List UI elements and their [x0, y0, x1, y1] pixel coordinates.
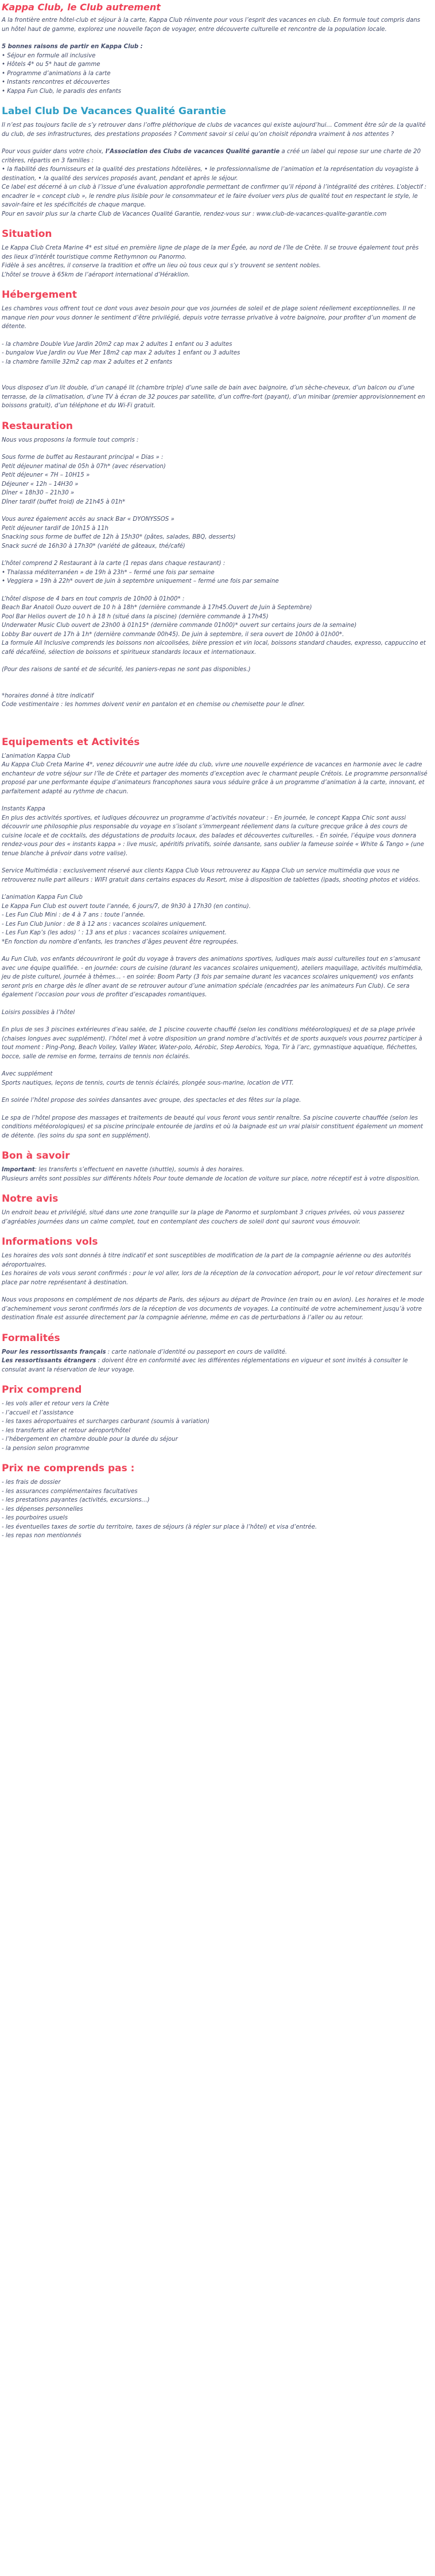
list-item: - les pourboires usuels [2, 1515, 68, 1521]
prixcomprend-title: Prix comprend [2, 1384, 82, 1396]
formalites-label: Pour les ressortissants français [2, 1349, 106, 1355]
instants-paragraph: En plus des activités sportives, et ludiques découvrez un programme d’activités novateur : - En journée, le concept Kappa Chic sont aussi découvrir une philosophie plus responsable du voyage en s’isolant s’immergeant réellement dans la culture grecque grâce à des cours de cuisine locale et de cocktails, des dégustations de produits locaux, des balades et découvertes culturelles. - En soirée, l’équipe vous donnera rendez-vous pour des « instants kappa » : live music, apéritifs privatifs, soirée dansante, sans oublier la fameuse soirée « White & Tango » (une tenue blanche à prévoir dans votre valise). [2, 815, 424, 857]
list-item: - la chambre Double Vue Jardin 20m2 cap max 2 adultes 1 enfant ou 3 adultes [2, 341, 232, 348]
list-item: - Les Fun Kap’s (les ados) ‘ : 13 ans et plus : vacances scolaires uniquement. [2, 930, 227, 936]
list-item: - les repas non mentionnés [2, 1533, 81, 1539]
hebergement-section [2, 289, 428, 411]
list-item: - les dépenses personnelles [2, 1506, 83, 1513]
list-item: - les prestations payantes (activités, excursions…) [2, 1497, 150, 1503]
situation-line: Fidèle à ses ancêtres, il conserve la tradition et offre un lieu où tous ceux qui s’y trouvent se sentent nobles. [2, 263, 321, 269]
animation-title: L’animation Kappa Club [2, 753, 71, 759]
list-item: Le Kappa Fun Club est ouvert toute l’année, 6 jours/7, de 9h30 à 17h30 (en continu). [2, 903, 251, 910]
list-item: Dîner « 18h30 – 21h30 » [2, 490, 75, 496]
instants-title: Instants Kappa [2, 806, 45, 812]
hebergement-paragraph-2: Vous disposez d’un lit double, d’un canapé lit (chambre triple) d’une salle de bain avec baignoire, d’un sèche-cheveux, d’un balcon ou d’une terrasse, de la climatisation, d’une TV à écran de 32 pouces par satellite, d’un coffre-fort (payant), d’un minibar (premier approvisionnement en boissons gratuit), d’un téléphone et du Wi-Fi gratuit. [2, 385, 425, 409]
prixnecomprend-title: Prix ne comprends pas : [2, 1463, 135, 1474]
label-paragraph-4: Pour en savoir plus sur la charte Club de Vacances Qualité Garantie, rendez-vous sur : www.club-de-vacances-qualite-garantie.com [2, 211, 387, 217]
hebergement-title: Hébergement [2, 289, 77, 301]
list-item: - la chambre famille 32m2 cap max 2 adultes et 2 enfants [2, 358, 173, 365]
formalites-label: Les ressortissants étrangers [2, 1358, 96, 1364]
snack-list [2, 515, 428, 551]
loisirs-title: Loisirs possibles à l’hôtel [2, 1009, 75, 1016]
bonasavoir-title: Bon à savoir [2, 1150, 70, 1162]
formalites-text: : carte nationale d’identité ou passeport en cours de validité. [106, 1349, 288, 1355]
equipements-title: Equipements et Activités [2, 736, 140, 748]
list-item: L’hôtel dispose de 4 bars en tout compris de 10h00 à 01h00* : [2, 595, 185, 602]
label-association: l’Association des Clubs de vacances Qualité garantie [105, 149, 280, 155]
rooms-list [2, 340, 428, 367]
alacarte-list [2, 559, 428, 586]
important-text: : les transferts s’effectuent en navette (shuttle), soumis à des horaires. [34, 1167, 244, 1173]
situation-line: Le Kappa Club Creta Marine 4* est situé en première ligne de plage de la mer Égée, au nord de l’île de Crète. Il se trouve également tout près des lieux d’intérêt touristique comme Rethymnon ou Panormo. [2, 245, 419, 260]
main-title: Kappa Club, le Club autrement [2, 2, 161, 13]
equipements-section [2, 736, 428, 1141]
situation-section [2, 228, 428, 279]
list-item: Petit déjeuner matinal de 05h à 07h* (avec réservation) [2, 463, 166, 470]
animation-paragraph: Au Kappa Club Creta Marine 4*, venez découvrir une autre idée du club, vivre une nouvelle expérience de vacances en harmonie avec le cadre enchanteur de votre séjour sur l’île de Crète et partager des moments d’exception avec le charmant peuple Crétois. Le programme personnalisé proposé par une performante équipe d’animateurs francophones saura vous séduire grâce à un programme d’animation à la carte, innovant, et parfaitement adapté au rythme de chacun. [2, 762, 428, 795]
list-item: Pool Bar Helios ouvert de 10 h à 18 h (situé dans la piscine) (dernière commande à 17h45) [2, 613, 269, 620]
list-item: Dîner tardif (buffet froid) de 21h45 à 01h* [2, 498, 126, 505]
restauration-note: (Pour des raisons de santé et de sécurité, les paniers-repas ne sont pas disponibles.) [2, 667, 251, 673]
formalites-title: Formalités [2, 1332, 60, 1344]
list-item: Déjeuner « 12h – 14H30 » [2, 481, 79, 488]
list-item: • Instants rencontres et découvertes [2, 79, 110, 85]
label-paragraph-1: Il n’est pas toujours facile de s’y retrouver dans l’offre pléthorique de clubs de vacances qui existe aujourd’hui… Comment être sûr de la qualité du club, de ses infrastructures, des prestations proposées ? Comment savoir si celui qu’on choisit répondra vraiment à nos attentes ? [2, 122, 426, 138]
situation-title: Situation [2, 228, 52, 240]
funclub-title: L’animation Kappa Fun Club [2, 894, 83, 901]
notreavis-title: Notre avis [2, 1193, 59, 1205]
bonasavoir-section [2, 1149, 428, 1183]
label-paragraph-2 [2, 147, 428, 165]
supplement-paragraph: Sports nautiques, leçons de tennis, courts de tennis éclairés, plongée sous-marine, location de VTT. [2, 1079, 294, 1086]
notreavis-section [2, 1192, 428, 1226]
bonnes-raisons-title: 5 bonnes raisons de partir en Kappa Club : [2, 44, 143, 50]
intro-paragraph: A la frontière entre hôtel-club et séjour à la carte, Kappa Club réinvente pour vous l’esprit des vacances en club. En formule tout compris dans un hôtel haut de gamme, explorez une nouvelle façon de voyager, entre découverte culturelle et rencontre de la population locale. [2, 17, 421, 33]
list-item: • Veggiera » 19h à 22h* ouvert de juin à septembre uniquement – fermé une fois par semaine [2, 578, 279, 584]
prixcomprend-list [2, 1400, 428, 1453]
list-item: - les assurances complémentaires facultatives [2, 1488, 138, 1495]
prixnecomprend-section [2, 1462, 428, 1541]
formalites-line-1 [2, 1348, 428, 1357]
label-title: Label Club De Vacances Qualité Garantie [2, 106, 226, 117]
meals-list [2, 453, 428, 506]
list-item: Lobby Bar ouvert de 17h à 1h* (dernière commande 00h45). De juin à septembre, il sera ouvert de 10h00 à 01h00*. [2, 631, 344, 638]
restauration-section [2, 420, 428, 727]
list-item: Beach Bar Anatoli Ouzo ouvert de 10 h à 18h* (dernière commande à 17h45.Ouvert de Juin à Septembre) [2, 605, 312, 611]
list-item: Underwater Music Club ouvert de 23h00 à 01h15* (dernière commande 01h00)* ouvert sur certains jours de la semaine) [2, 622, 357, 629]
label-text: Pour vous guider dans votre choix, [2, 149, 106, 155]
soiree-paragraph: En soirée l’hôtel propose des soirées dansantes avec groupe, des spectacles et des fêtes sur la plage. [2, 1097, 301, 1104]
situation-line: L’hôtel se trouve à 65km de l’aéroport international d’Héraklion. [2, 271, 190, 278]
informations-paragraph-2: Les horaires de vols vous seront confirmés : pour le vol aller, lors de la réception de la convocation aéroport, pour le vol retour directement sur place par notre représentant à destination. [2, 1271, 422, 1286]
list-item: Snack sucré de 16h30 à 17h30* (variété de gâteaux, thé/café) [2, 543, 185, 550]
formalites-text: : doivent être en conformité avec les différentes réglementations en vigueur et sont invités à consulter le consulat avant la réservation de leur voyage. [2, 1358, 408, 1373]
label-criteria: • la fiabilité des fournisseurs et la qualité des prestations hôtelières, • le professionnalisme de l’animation et la représentation du voyagiste à destination, • la qualité des services proposés avant, pendant et après le séjour. [2, 166, 419, 182]
list-item: - bungalow Vue Jardin ou Vue Mer 18m2 cap max 2 adultes 1 enfant ou 3 adultes [2, 350, 240, 356]
multimedia-paragraph: Service Multimédia : exclusivement réservé aux clients Kappa Club Vous retrouverez au Kappa Club un service multimédia que vous ne retrouverez nulle part ailleurs : WIFI gratuit dans certains espaces du Resort, mise à disposition de tablettes (ipads, shooting photos et vidéos. [2, 868, 421, 883]
list-item: Snacking sous forme de buffet de 12h à 15h30* (pâtes, salades, BBQ, desserts) [2, 534, 236, 540]
label-section [2, 105, 428, 219]
list-item: Vous aurez également accès au snack Bar « DYONYSSOS » [2, 516, 174, 523]
hebergement-paragraph-1: Les chambres vous offrent tout ce dont vous avez besoin pour que vos journées de soleil et de plage soient réellement exceptionnelles. Il ne manque rien pour vous donner le sentiment d’être privilégié, depuis votre terrasse privative à votre baignoire, pour profiter d’un moment de détente. [2, 306, 416, 330]
funclub-paragraph: Au Fun Club, vos enfants découvriront le goût du voyage à travers des animations sportives, ludiques mais aussi culturelles tout en s’amusant avec une équipe qualifiée. - en journée: cours de cuisine (durant les vacances scolaires uniquement), ateliers maquillage, activités multimédia, jeu de piste culturel, journée à thèmes… - en soirée: Boom Party (3 fois par semaine durant les vacances scolaires uniquement) vos enfants seront pris en charge dès le dîner avant de se retrouver autour d’une animation spéciale (encadrées par les animateurs Fun Club). Ce sera également l’occasion pour vous de profiter d’escapades romantiques. [2, 956, 423, 998]
important-label: Important [2, 1167, 35, 1173]
list-item: - l’hébergement en chambre double pour la durée du séjour [2, 1436, 178, 1443]
list-item: - Les Fun Club Junior : de 8 à 12 ans : vacances scolaires uniquement. [2, 921, 207, 927]
list-item: L’hôtel comprend 2 Restaurant à la carte (1 repas dans chaque restaurant) : [2, 560, 226, 567]
list-item: *horaires donné à titre indicatif [2, 692, 94, 699]
list-item: - la pension selon programme [2, 1445, 90, 1452]
reasons-list [2, 52, 428, 96]
list-item: - les taxes aéroportuaires et surcharges carburant (soumis à variation) [2, 1418, 210, 1425]
label-text: a créé un label qui repose sur une charte de 20 critères, répartis en 3 familles : [2, 149, 421, 164]
list-item: Code vestimentaire : les hommes doivent venir en pantalon et en chemise ou chemisette pour le dîner. [2, 702, 305, 708]
supplement-title: Avec supplément [2, 1071, 53, 1077]
important-line [2, 1166, 428, 1175]
prixnecomprend-list [2, 1478, 428, 1541]
notreavis-paragraph: Un endroit beau et privilégié, situé dans une zone tranquille sur la plage de Panormo et surplombant 3 criques privées, où vous passerez d’agréables journées dans un calme complet, tout en contemplant des couchers de soleil dont qui sauront vous émouvoir. [2, 1210, 405, 1225]
bonasavoir-paragraph: Plusieurs arrêts sont possibles sur différents hôtels Pour toute demande de location de voiture sur place, notre réceptif est à votre disposition. [2, 1175, 420, 1182]
list-item: - les transferts aller et retour aéroport/hôtel [2, 1427, 131, 1434]
list-item: • Thalassa méditerranéen » de 19h à 23h* – fermé une fois par semaine [2, 569, 215, 576]
list-item: - les éventuelles taxes de sortie du territoire, taxes de séjours (à régler sur place à l’hôtel) et visa d’entrée. [2, 1523, 317, 1530]
loisirs-paragraph: En plus de ses 3 piscines extérieures d’eau salée, de 1 piscine couverte chauffé (selon les conditions météorologiques) et de sa plage privée (chaises longues avec supplément). l’hôtel met à votre disposition un grand nombre d’activités et de sports auxquels vous pourrez participer à tout moment : Ping-Pong, Beach Volley, Valley Water, Water-polo, Aérobic, Step Aerobics, Yoga, Tir à l’arc, gymnastique aquatique, fléchettes, bocce, salle de remise en forme, terrains de tennis non éclairés. [2, 1027, 422, 1060]
list-item: - l’accueil et l’assistance [2, 1409, 74, 1416]
drinks-list [2, 595, 428, 657]
informations-title: Informations vols [2, 1236, 98, 1248]
restauration-title: Restauration [2, 420, 73, 432]
restauration-intro: Nous vous proposons la formule tout compris : [2, 437, 139, 443]
funclub-list [2, 902, 428, 947]
formalites-line-2 [2, 1357, 428, 1374]
intro-section [2, 0, 428, 96]
list-item: *En fonction du nombre d’enfants, les tranches d’âges peuvent être regroupées. [2, 938, 239, 945]
spa-paragraph: Le spa de l’hôtel propose des massages et traitements de beauté qui vous feront vous sentir renaître. Sa piscine couverte chauffée (selon les conditions météorologiques) et sa piscine principale entourée de jardins et où la baignade est un vrai plaisir constituent également un moment de détente. (les soins du spa sont en supplément). [2, 1114, 424, 1139]
informations-paragraph-1: Les horaires des vols sont donnés à titre indicatif et sont susceptibles de modification de la part de la compagnie aérienne ou des autorités aéroportuaires. [2, 1253, 411, 1268]
list-item: - Les Fun Club Mini : de 4 à 7 ans : toute l’année. [2, 912, 145, 918]
list-item: - les frais de dossier [2, 1479, 61, 1486]
list-item: • Kappa Fun Club, le paradis des enfants [2, 88, 122, 95]
informations-section [2, 1236, 428, 1323]
list-item: • Hôtels 4* ou 5* haut de gamme [2, 61, 100, 68]
footnotes-list [2, 692, 428, 710]
list-item: - les vols aller et retour vers la Crète [2, 1401, 110, 1407]
label-paragraph-3: Ce label est décerné à un club à l’issue d’une évaluation approfondie permettant de confirmer qu’il répond à l’intégralité des critères. L’objectif : encadrer le « concept club », le rendre plus lisible pour le consommateur et le faire évoluer vers plus de qualité tout en respectant le style, le savoir-faire et les spécificités de chaque marque. [2, 184, 427, 208]
list-item: Petit déjeuner « 7H – 10H15 » [2, 472, 90, 478]
list-item: Petit déjeuner tardif de 10h15 à 11h [2, 525, 108, 532]
list-item: • Séjour en formule all inclusive [2, 52, 96, 59]
list-item: Sous forme de buffet au Restaurant principal « Dias » : [2, 454, 164, 461]
formalites-section [2, 1332, 428, 1375]
prixcomprend-section [2, 1384, 428, 1453]
list-item: • Programme d’animations à la carte [2, 70, 111, 77]
list-item: La formule All Inclusive comprends les boissons non alcoolisées, bière pression et vin local, boissons standard chaudes, expresso, cappuccino et café décaféiné, sélection de boissons et spiritueux standards locaux et internationaux. [2, 640, 426, 656]
informations-paragraph-3: Nous vous proposons en complément de nos départs de Paris, des séjours au départ de Province (en train ou en avion). Les horaires et le mode d’acheminement vous seront confirmés lors de la réception de vos documents de voyages. La continuité de votre acheminement jusqu’à votre destination finale est assurée directement par la compagnie aérienne, même en cas de perturbations à l’aller ou au retour. [2, 1297, 425, 1321]
